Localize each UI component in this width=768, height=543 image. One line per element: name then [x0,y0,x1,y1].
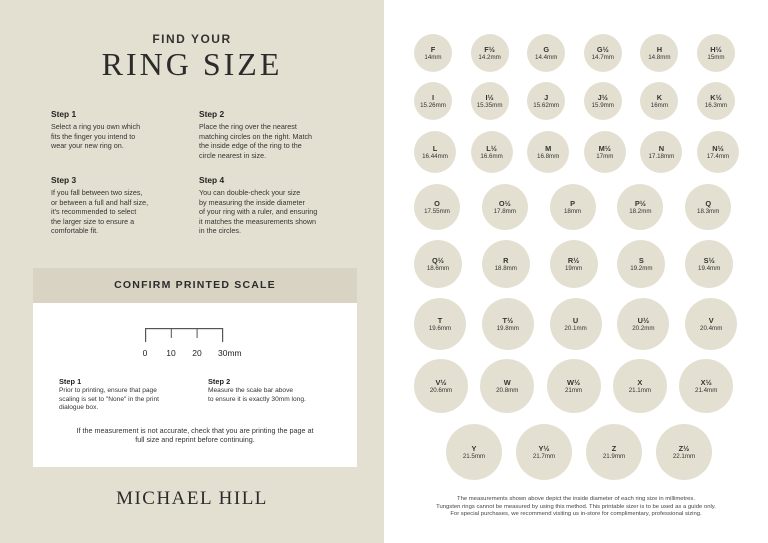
ring-size-diameter: 14mm [424,53,442,61]
ring-size-diameter: 21.5mm [462,452,486,460]
ring-size-diameter: 20.6mm [429,386,453,394]
ring-size-label: J½ [597,92,608,102]
step-line: scaling is set to "None" in the print [59,395,159,403]
ring-size-circle [550,240,598,288]
ring-size-diameter: 21.9mm [602,452,626,460]
ring-size-diameter: 20.4mm [700,324,723,332]
ruler-label: 30mm [218,348,242,358]
ring-size-label: K [656,92,663,102]
note-line: If the measurement is not accurate, check that you are printing the page at [76,426,314,435]
ring-size-circle [685,184,731,230]
ring-size-circle [471,34,509,72]
ring-size-label: Y [471,443,477,453]
step-heading: Step 4 [199,175,225,185]
step-line: Select a ring you own which [51,122,141,132]
ring-size-circle [527,34,565,72]
ring-size-label: J [544,92,549,102]
ring-size-circle [697,34,735,72]
ring-size-label: N [658,143,665,153]
ring-size-label: G½ [596,44,609,54]
ring-size-diameter: 18.3mm [697,207,720,215]
ring-size-label: M½ [598,143,611,153]
title-small: FIND YOUR [152,32,232,46]
ring-size-circle [471,82,509,120]
ring-size-label: V½ [435,377,447,387]
step-line: Measure the scale bar above [208,387,294,395]
ring-size-label: L½ [486,143,497,153]
ring-size-diameter: 15.35mm [476,101,503,109]
ring-size-diameter: 16.44mm [422,152,448,160]
ring-size-diameter: 16.6mm [480,152,503,160]
ring-size-diameter: 22.1mm [672,452,696,460]
footer-disclaimer [404,496,748,519]
step-line: wear your new ring on. [51,141,124,151]
ring-size-diameter: 20.8mm [496,386,519,394]
ring-size-diameter: 21.1mm [628,386,652,394]
ring-size-diameter: 17.55mm [424,207,450,215]
step-1 [51,110,196,151]
page-title: RING SIZE [101,46,283,82]
step-3 [51,176,196,235]
ring-size-label: M [545,143,552,153]
ring-size-diameter: 15.26mm [420,101,446,109]
step-line: or between a full and half size, [51,197,149,207]
ruler-tick [222,328,223,342]
ring-size-label: L [432,143,438,153]
scale-ruler [112,328,262,362]
step-heading: Step 2 [208,377,231,386]
step-4 [199,176,349,235]
note-line: full size and reprint before continuing. [135,435,255,445]
ring-size-label: G [543,44,550,54]
ring-size-label: W [503,377,511,387]
ring-size-circle [414,298,466,350]
ring-size-circle [584,131,626,173]
step-line: in the circles. [199,226,241,236]
scale-note [33,426,357,445]
step-heading: Step 1 [51,109,77,119]
ring-size-diameter: 17.4mm [706,152,730,160]
ring-size-label: F½ [484,44,495,54]
step-line: by measuring the inside diameter [199,197,305,207]
ring-size-label: S½ [703,255,715,265]
ring-size-circle [586,424,642,480]
ring-size-circle [516,424,572,480]
brand-logo: MICHAEL HILL [116,488,268,509]
ring-size-diameter: 19.2mm [630,264,653,272]
ring-size-circle [685,240,733,288]
ring-size-circle [584,82,622,120]
ring-size-diameter: 14.8mm [648,53,671,61]
ring-size-diameter: 20.1mm [564,324,587,332]
ring-size-diameter: 18.8mm [494,264,517,272]
ring-size-label: Q [705,198,712,208]
ring-size-label: O½ [498,198,511,208]
ring-size-circle [414,131,456,173]
ring-size-label: Q½ [432,255,444,265]
ring-size-circle [584,34,622,72]
ring-size-label: T [437,315,443,325]
step-line: dialogue box. [59,404,99,412]
ring-size-label: I [431,92,435,102]
ring-size-diameter: 18.6mm [426,264,450,272]
step-line: fits the finger you intend to [51,131,136,141]
ring-size-diameter: 14.2mm [478,53,501,61]
ring-size-label: U [572,315,579,325]
ring-size-label: W½ [567,377,581,387]
ring-size-circle [697,131,739,173]
ring-size-diameter: 17.18mm [648,152,675,160]
ring-size-diameter: 14.7mm [591,53,614,61]
ring-size-diameter: 15mm [707,53,725,61]
ring-size-circle [613,359,667,413]
ring-size-diameter: 17mm [596,152,614,160]
ruler-label: 10 [166,348,176,358]
ring-size-label: H½ [710,44,722,54]
ring-size-label: T½ [502,315,514,325]
step-line: Place the ring over the nearest [199,122,297,132]
step-line: circle nearest in size. [199,150,267,160]
ring-size-circle [414,34,452,72]
step-line: comfortable fit. [51,226,99,236]
step-heading: Step 3 [51,175,77,185]
ring-size-circle [547,359,601,413]
ring-size-diameter: 19mm [564,264,583,272]
ring-size-circle [697,82,735,120]
ring-size-circle [679,359,733,413]
ring-size-circle [527,82,565,120]
ring-size-label: X½ [700,377,712,387]
ring-size-label: H [656,44,663,54]
step-line: If you fall between two sizes, [51,188,143,198]
ring-size-label: F [430,44,436,54]
step-line: of your ring with a ruler, and ensuring [199,207,318,217]
ring-size-circle [480,359,534,413]
ring-size-circle [446,424,502,480]
footer-line: For special purchases, we recommend visiting us in-store for complimentary, professional sizing. [450,511,702,518]
ring-size-label: S [638,255,644,265]
ring-size-circle [482,240,530,288]
ring-size-circle [685,298,737,350]
ring-size-label: X [637,377,643,387]
ruler-bar [145,328,223,329]
ring-size-label: U½ [637,315,650,325]
ruler-label: 0 [142,348,148,358]
ruler-tick [145,328,146,342]
ring-size-label: P½ [634,198,646,208]
ring-size-circle [550,298,602,350]
ring-size-circle [617,298,669,350]
ring-size-diameter: 19.4mm [698,264,721,272]
scale-step-1 [59,378,189,413]
ring-size-diameter: 21.4mm [695,386,718,394]
ring-size-circle [482,184,528,230]
ring-size-diameter: 19.6mm [428,324,452,332]
step-heading: Step 2 [199,109,225,119]
ruler-tick [171,328,172,338]
ring-size-circle [414,240,462,288]
ring-size-circle [414,359,468,413]
ring-size-label: R½ [567,255,580,265]
ring-size-label: O [434,198,440,208]
ring-size-diameter: 16.8mm [537,152,560,160]
step-line: it matches the measurements shown [199,216,317,226]
ring-size-label: I½ [485,92,494,102]
step-line: You can double-check your size [199,188,301,198]
step-line: it's recommended to select [51,207,137,217]
ring-size-label: N½ [712,143,724,153]
ring-size-label: R [503,255,509,265]
ring-size-diameter: 20.2mm [632,324,655,332]
ring-size-label: P [570,198,576,208]
ring-size-circle [414,184,460,230]
ruler-tick [197,328,198,338]
scale-step-2 [208,378,338,404]
ring-size-circle [527,131,569,173]
ring-size-label: Y½ [538,443,550,453]
step-2 [199,110,349,160]
ring-size-diameter: 14.4mm [535,53,558,61]
ring-size-circle [482,298,534,350]
step-heading: Step 1 [59,377,82,386]
footer-line: Tungsten rings cannot be measured by using this method. This printable sizer is to be used as a guide only. [436,503,716,510]
confirm-scale-heading: CONFIRM PRINTED SCALE [33,268,357,303]
footer-line: The measurements shown above depict the inside diameter of each ring size in millimetres. [456,496,696,502]
ring-size-circle [471,131,513,173]
ring-size-diameter: 19.8mm [496,324,519,332]
ring-size-diameter: 18mm [563,207,582,215]
ring-size-label: V [708,315,714,325]
ring-size-diameter: 16.3mm [704,101,728,109]
ring-size-label: Z [611,443,617,453]
ring-size-circle [414,82,452,120]
ruler-label: 20 [192,348,202,358]
step-line: matching circles on the right. Match [199,131,313,141]
ring-size-diameter: 21.7mm [532,452,556,460]
ring-size-diameter: 16mm [650,101,668,109]
ring-size-diameter: 21mm [564,386,583,394]
ring-size-label: Z½ [678,443,690,453]
step-line: to ensure it is exactly 30mm long. [208,395,306,403]
ring-size-diameter: 18.2mm [629,207,652,215]
ring-size-label: K½ [710,92,722,102]
step-line: Prior to printing, ensure that page [59,387,157,395]
ring-size-diameter: 15.62mm [533,101,560,109]
ring-size-circle [550,184,596,230]
ring-size-diameter: 15.9mm [591,101,614,109]
step-line: the inside edge of the ring to the [199,141,302,151]
ring-size-diameter: 17.8mm [493,207,516,215]
ring-size-circle [656,424,712,480]
step-line: the larger size to ensure a [51,216,135,226]
